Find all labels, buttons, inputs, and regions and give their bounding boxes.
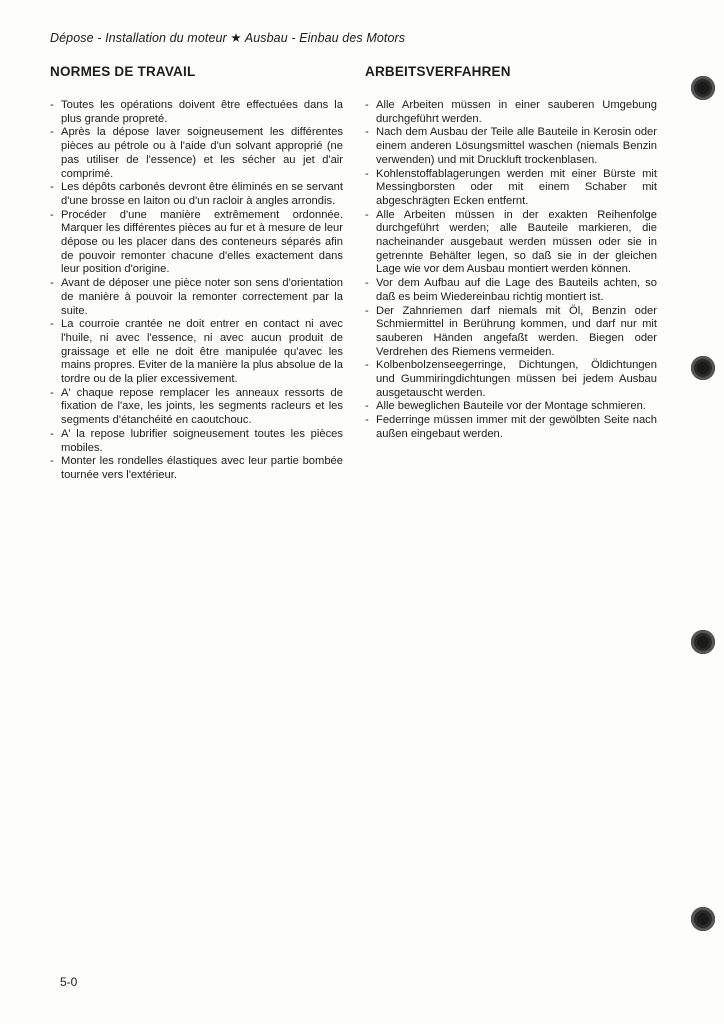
list-item: - Toutes les opérations doivent être effectuées dans la plus grande propreté. — [48, 99, 343, 126]
list-item: - La courroie crantée ne doit entrer en contact ni avec l'huile, ni avec l'essence, ni avec aucun produit de graissage et elle ne doit être manipulée qu'avec les mains propres. Eviter de la manière la plus absolue de la tordre ou de la plier excessivement. — [48, 318, 343, 387]
german-column — [363, 64, 657, 442]
list-item: - Avant de déposer une pièce noter son sens d'orientation de manière à pouvoir la remonter correctement par la suite. — [48, 277, 343, 318]
german-section-title: ARBEITSVERFAHREN — [365, 64, 511, 79]
list-item: - Monter les rondelles élastiques avec leur partie bombée tournée vers l'extérieur. — [48, 455, 343, 482]
list-item: - Kolbenbolzenseegerringe, Dichtungen, Öldichtungen und Gummiringdichtungen müssen bei jedem Ausbau ausgetauscht werden. — [363, 359, 657, 400]
punch-hole-icon — [691, 356, 715, 380]
list-item: - Vor dem Aufbau auf die Lage des Bauteils achten, so daß es beim Wiedereinbau richtig montiert ist. — [363, 277, 657, 304]
list-item: - A' la repose lubrifier soigneusement toutes les pièces mobiles. — [48, 428, 343, 455]
page-header: Dépose - Installation du moteur ★ Ausbau - Einbau des Motors — [50, 31, 406, 45]
list-item: - Alle Arbeiten müssen in der exakten Reihenfolge durchgeführt werden; alle Bauteile markieren, die nacheinander ausgebaut werden müssen oder sie in getrennte Behälter legen, so daß sie in der gleichen Lage wie vor dem Ausbau montiert werden können. — [363, 209, 657, 278]
list-item: - Procéder d'une manière extrêmement ordonnée. Marquer les différentes pièces au fur et à mesure de leur dépose ou les placer dans des conteneurs séparés afin de pouvoir remonter chacune d'elles exactement dans leur position d'origine. — [48, 209, 343, 278]
punch-hole-icon — [691, 76, 715, 100]
list-item: - Nach dem Ausbau der Teile alle Bauteile in Kerosin oder einem anderen Lösungsmittel waschen (niemals Benzin verwenden) und mit Druckluft trockenblasen. — [363, 126, 657, 167]
french-section-title: NORMES DE TRAVAIL — [50, 64, 196, 79]
list-item: - Der Zahnriemen darf niemals mit Öl, Benzin oder Schmiermittel in Berührung kommen, und darf nur mit sauberen Händen angefaßt werden. Biegen oder Verdrehen des Riemens vermeiden. — [363, 305, 657, 360]
list-item: - Les dépôts carbonés devront être éliminés en se servant d'une brosse en laiton ou d'un racloir à angles arrondis. — [48, 181, 343, 208]
list-item: - Kohlenstoffablagerungen werden mit einer Bürste mit Messingborsten oder mit einem Schaber mit abgeschrägten Ecken entfernt. — [363, 168, 657, 209]
page-number: 5-0 — [60, 975, 78, 989]
list-item: - A' chaque repose remplacer les anneaux ressorts de fixation de l'axe, les joints, les segments racleurs et les segments d'étanchéité en caoutchouc. — [48, 387, 343, 428]
french-column — [48, 64, 343, 483]
punch-hole-icon — [691, 907, 715, 931]
list-item: - Federringe müssen immer mit der gewölbten Seite nach außen eingebaut werden. — [363, 414, 657, 441]
list-item: - Alle Arbeiten müssen in einer sauberen Umgebung durchgeführt werden. — [363, 99, 657, 126]
german-list — [363, 99, 657, 442]
list-item: - Après la dépose laver soigneusement les différentes pièces au pétrole ou à l'aide d'un solvant approprié (ne pas utiliser de l'essence) et les sécher au jet d'air comprimé. — [48, 126, 343, 181]
punch-hole-icon — [691, 630, 715, 654]
french-list — [48, 99, 343, 483]
list-item: - Alle beweglichen Bauteile vor der Montage schmieren. — [363, 400, 657, 414]
